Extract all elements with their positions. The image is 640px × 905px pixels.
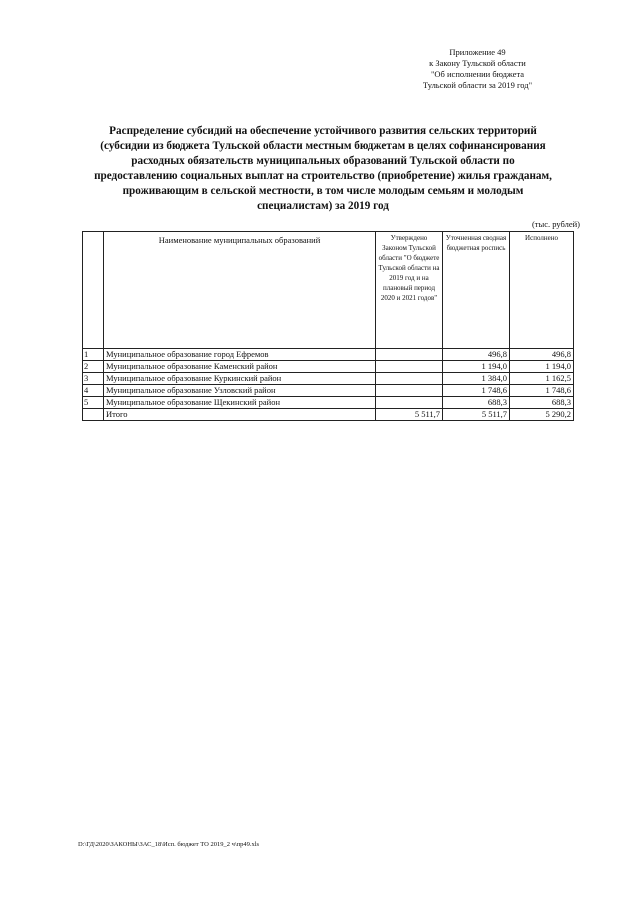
row-refined: 1 748,6 [443, 385, 510, 397]
title-line: Распределение субсидий на обеспечение устойчивого развития сельских территорий [109, 125, 537, 137]
table-row [83, 397, 574, 409]
table-row [83, 361, 574, 373]
row-index: 4 [83, 385, 104, 397]
row-executed: 688,3 [510, 397, 574, 409]
row-refined: 1 194,0 [443, 361, 510, 373]
title-line: проживающим в сельской местности, в том числе молодым семьям и молодым [122, 185, 524, 197]
header-approved: Утверждено Законом Тульской области "О бюджете Тульской области на 2019 год и на плановый период 2020 и 2021 годов" [376, 232, 443, 349]
appendix-reference [380, 47, 575, 91]
appendix-line: Приложение 49 [449, 47, 506, 57]
title-line: расходных обязательств муниципальных образований Тульской области по [131, 155, 515, 167]
appendix-line: "Об исполнении бюджета [430, 69, 525, 79]
row-name: Муниципальное образование Узловский район [104, 385, 376, 397]
row-approved [376, 349, 443, 361]
row-executed: 496,8 [510, 349, 574, 361]
units-label: (тыс. рублей) [531, 219, 580, 229]
row-name: Муниципальное образование город Ефремов [104, 349, 376, 361]
row-refined: 1 384,0 [443, 373, 510, 385]
row-name: Муниципальное образование Щекинский район [104, 397, 376, 409]
total-approved: 5 511,7 [376, 409, 443, 421]
row-executed: 1 194,0 [510, 361, 574, 373]
header-index [83, 232, 104, 349]
total-executed: 5 290,2 [510, 409, 574, 421]
header-refined: Уточненная сводная бюджетная роспись [443, 232, 510, 349]
row-approved [376, 373, 443, 385]
row-name: Муниципальное образование Куркинский район [104, 373, 376, 385]
row-index: 2 [83, 361, 104, 373]
row-index: 1 [83, 349, 104, 361]
table-row [83, 349, 574, 361]
table-total-row [83, 409, 574, 421]
document-title [70, 124, 576, 214]
file-path-footer: D:\ГД\2020\ЗАКОНЫ\ЗАС_18\Исп. бюджет ТО 2019_2 ч\пр49.xls [78, 841, 260, 848]
total-refined: 5 511,7 [443, 409, 510, 421]
header-executed: Исполнено [510, 232, 574, 349]
row-approved [376, 361, 443, 373]
appendix-line: к Закону Тульской области [429, 58, 526, 68]
row-refined: 496,8 [443, 349, 510, 361]
table-row [83, 373, 574, 385]
total-index [83, 409, 104, 421]
total-label: Итого [104, 409, 376, 421]
row-index: 5 [83, 397, 104, 409]
title-line: (субсидии из бюджета Тульской области местным бюджетам в целях софинансирования [100, 140, 546, 152]
row-executed: 1 162,5 [510, 373, 574, 385]
table-row [83, 385, 574, 397]
appendix-line: Тульской области за 2019 год" [422, 80, 533, 90]
row-refined: 688,3 [443, 397, 510, 409]
title-line: предоставлению социальных выплат на строительство (приобретение) жилья гражданам, [94, 170, 552, 182]
row-index: 3 [83, 373, 104, 385]
table-header-row [83, 232, 574, 349]
row-approved [376, 385, 443, 397]
subsidy-table [82, 231, 574, 421]
row-name: Муниципальное образование Каменский район [104, 361, 376, 373]
row-executed: 1 748,6 [510, 385, 574, 397]
row-approved [376, 397, 443, 409]
title-line: специалистам) за 2019 год [257, 200, 389, 212]
header-name: Наименование муниципальных образований [104, 232, 376, 349]
